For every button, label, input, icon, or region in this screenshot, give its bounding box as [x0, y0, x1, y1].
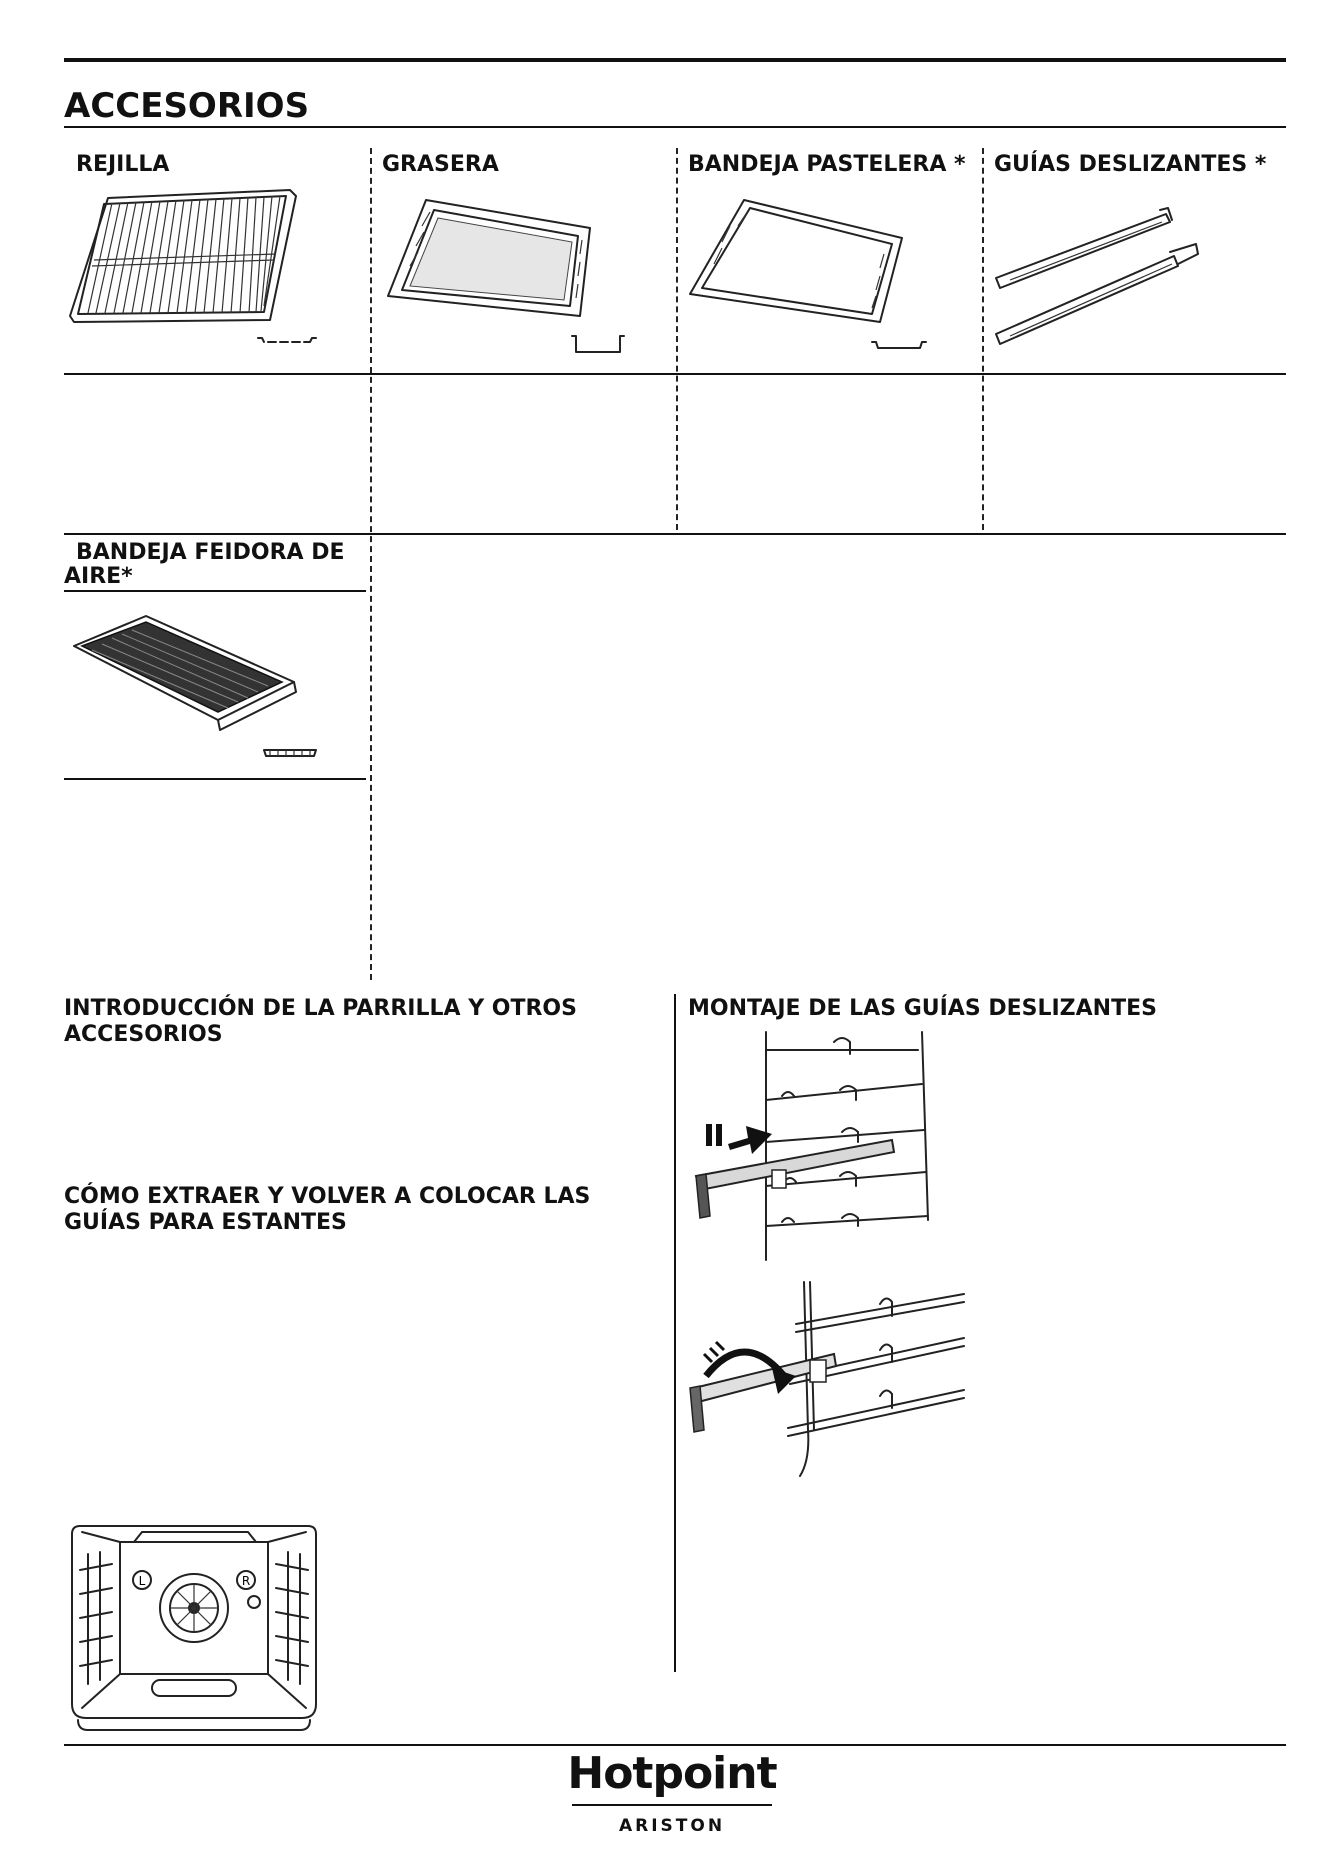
column-separator-1 [370, 148, 372, 980]
accessory-label-air-fry-tray-line1: BANDEJA FEIDORA DE [76, 540, 345, 565]
footer-rule [64, 1744, 1286, 1746]
oven-interior-illustration [64, 1524, 324, 1734]
remove-shelf-guides-title-line1: CÓMO EXTRAER Y VOLVER A COLOCAR LAS [64, 1184, 591, 1209]
air-fry-bottom-rule [64, 778, 366, 780]
air-fry-title-rule [64, 590, 366, 592]
title-underline [64, 126, 1286, 128]
air-fry-tray-icon [68, 606, 348, 766]
lower-column-divider [674, 994, 676, 1672]
insert-accessories-title-line2: ACCESORIOS [64, 1022, 223, 1047]
wire-shelf-icon [64, 184, 344, 354]
brand-logo [562, 1748, 782, 1836]
accessory-label-bandeja-pastelera: BANDEJA PASTELERA * [688, 152, 966, 177]
baking-tray-icon [686, 196, 946, 360]
top-rule [64, 58, 1286, 62]
column-separator-3 [982, 148, 984, 530]
runner-mount-step2-illustration [684, 1280, 974, 1480]
column-separator-2 [676, 148, 678, 530]
mount-runners-title: MONTAJE DE LAS GUÍAS DESLIZANTES [688, 996, 1157, 1021]
accessory-label-air-fry-tray-line2: AIRE* [64, 564, 133, 589]
accessory-row-rule [64, 373, 1286, 375]
accessory-label-guias-deslizantes: GUÍAS DESLIZANTES * [994, 152, 1267, 177]
sliding-runners-icon [990, 206, 1210, 356]
remove-shelf-guides-title-line2: GUÍAS PARA ESTANTES [64, 1210, 347, 1235]
brand-name: Hotpoint [567, 1748, 777, 1799]
accessory-label-grasera: GRASERA [382, 152, 499, 177]
oven-right-label: R [241, 1574, 251, 1588]
drip-tray-icon [376, 196, 636, 360]
runner-mount-step1-illustration [692, 1030, 972, 1270]
accessory-label-rejilla: REJILLA [76, 152, 170, 177]
brand-underline [572, 1804, 772, 1806]
page-title: ACCESORIOS [64, 86, 310, 126]
accessory-bottom-rule [64, 533, 1286, 535]
oven-left-label: L [138, 1574, 146, 1588]
brand-sub: ARISTON [618, 1816, 726, 1836]
insert-accessories-title-line1: INTRODUCCIÓN DE LA PARRILLA Y OTROS [64, 996, 577, 1021]
